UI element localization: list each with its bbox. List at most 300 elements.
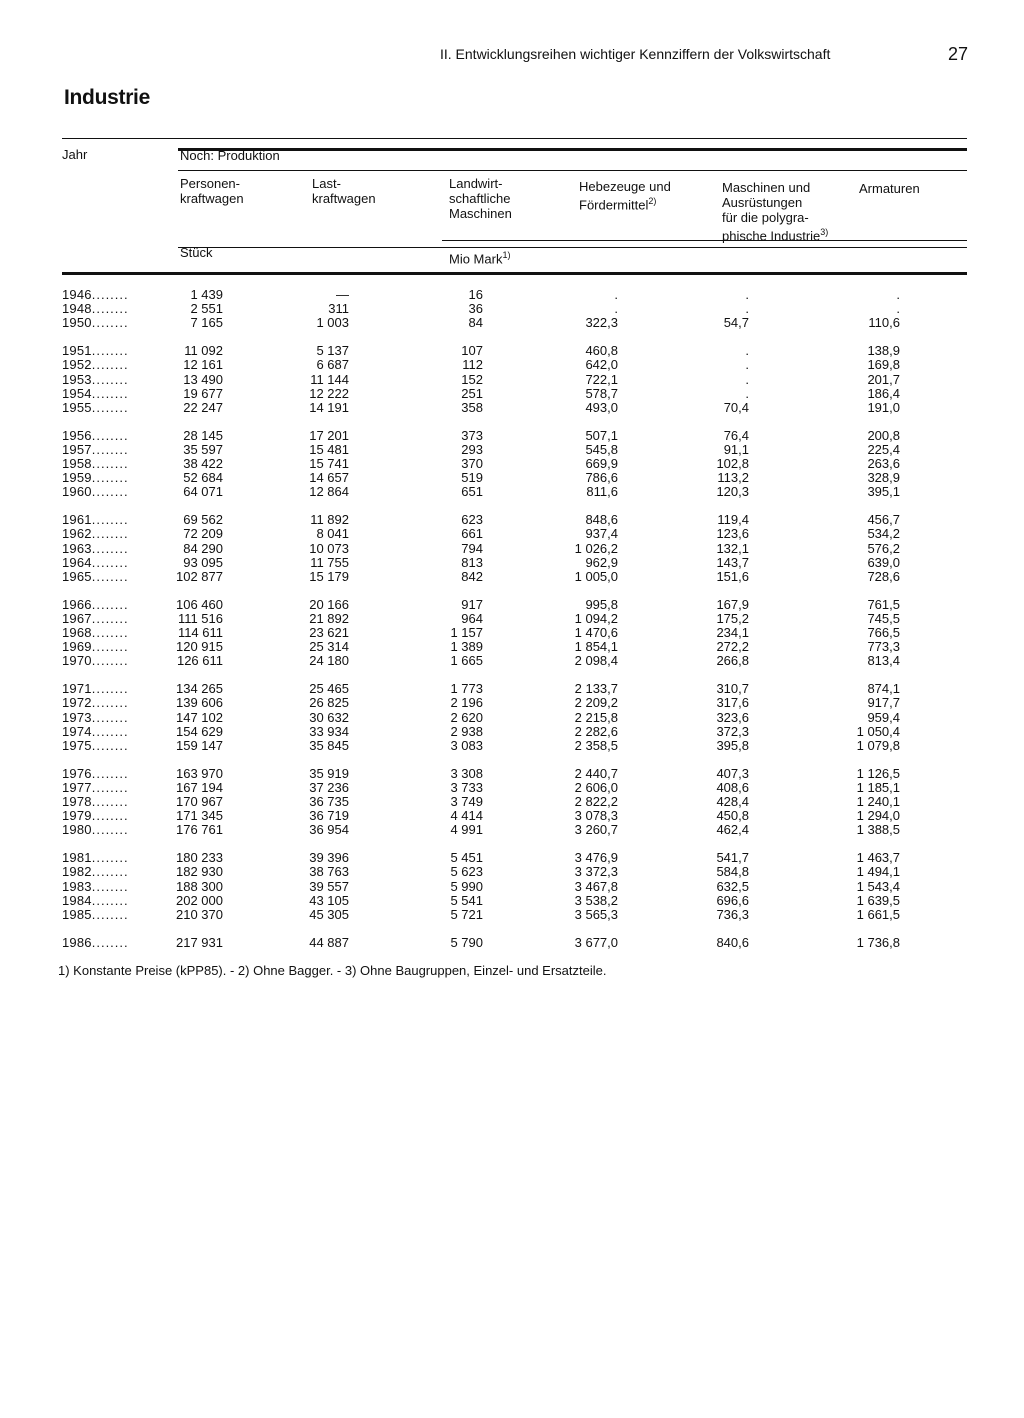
dot-leader: ........ bbox=[91, 892, 129, 908]
dot-leader: ........ bbox=[91, 512, 129, 528]
value-cell: 745,5 bbox=[867, 610, 900, 626]
table-row bbox=[0, 443, 1024, 457]
value-cell: 962,9 bbox=[585, 554, 618, 570]
year-cell: 1973........ bbox=[62, 709, 129, 725]
year-cell: 1952........ bbox=[62, 357, 129, 373]
year-cell: 1946........ bbox=[62, 287, 129, 302]
value-cell: 12 222 bbox=[309, 385, 349, 401]
value-cell: 102,8 bbox=[716, 456, 749, 471]
year-cell: 1974........ bbox=[62, 723, 129, 739]
value-cell: 171 345 bbox=[176, 808, 223, 824]
value-cell: 234,1 bbox=[716, 625, 749, 640]
value-cell: 2 822,2 bbox=[574, 794, 618, 809]
value-cell: 188 300 bbox=[176, 878, 223, 894]
year-cell: 1959........ bbox=[62, 470, 129, 486]
value-cell: 519 bbox=[461, 470, 483, 486]
header-bottom-rule bbox=[62, 272, 967, 275]
table-row bbox=[0, 344, 1024, 358]
value-cell: 25 314 bbox=[309, 639, 349, 655]
value-cell: 217 931 bbox=[176, 934, 223, 950]
year-cell: 1972........ bbox=[62, 695, 129, 711]
value-cell: 766,5 bbox=[867, 625, 900, 640]
table-row bbox=[0, 894, 1024, 908]
table-row bbox=[0, 936, 1024, 950]
value-cell: 311 bbox=[328, 301, 349, 317]
value-cell: 30 632 bbox=[309, 709, 349, 725]
value-cell: 191,0 bbox=[867, 399, 900, 415]
value-cell: 110,6 bbox=[868, 315, 900, 331]
value-cell: 36 735 bbox=[309, 794, 349, 809]
table-row bbox=[0, 640, 1024, 654]
value-cell: 813,4 bbox=[867, 653, 900, 669]
table-row bbox=[0, 626, 1024, 640]
value-cell: 143,7 bbox=[716, 554, 749, 570]
value-cell: 107 bbox=[461, 343, 483, 359]
value-cell: 1 126,5 bbox=[856, 765, 900, 781]
value-cell: 64 071 bbox=[183, 484, 223, 500]
value-cell: 126 611 bbox=[176, 653, 223, 669]
value-cell: 2 215,8 bbox=[574, 709, 618, 725]
value-cell: 14 657 bbox=[309, 470, 349, 486]
value-cell: 138,9 bbox=[867, 343, 900, 359]
table-row bbox=[0, 373, 1024, 387]
dot-leader: ........ bbox=[91, 315, 129, 331]
value-cell: 38 422 bbox=[183, 456, 223, 471]
value-cell: 651 bbox=[461, 484, 483, 500]
year-cell: 1966........ bbox=[62, 596, 129, 612]
dot-leader: ........ bbox=[91, 540, 129, 556]
col-header-polygraphie: Maschinen und Ausrüstungen für die polygra- phische Industrie$^{3)}$ bbox=[722, 180, 829, 244]
value-cell: 201,7 bbox=[867, 371, 900, 387]
year-cell: 1960........ bbox=[62, 484, 129, 500]
value-cell: 811,6 bbox=[586, 484, 618, 500]
year-cell: 1961........ bbox=[62, 512, 129, 528]
value-cell: 43 105 bbox=[309, 892, 349, 908]
table-row bbox=[0, 908, 1024, 922]
value-cell: 210 370 bbox=[176, 906, 223, 922]
year-cell: 1956........ bbox=[62, 427, 129, 443]
value-cell: 186,4 bbox=[867, 385, 900, 401]
value-cell: 84 bbox=[468, 315, 483, 331]
value-cell: 200,8 bbox=[867, 427, 900, 443]
table-row bbox=[0, 288, 1024, 302]
value-cell: 1 050,4 bbox=[856, 723, 900, 739]
value-cell: 456,7 bbox=[867, 512, 900, 528]
value-cell: 1 543,4 bbox=[856, 878, 900, 894]
value-cell: 159 147 bbox=[176, 737, 223, 753]
value-cell: 328,9 bbox=[867, 470, 900, 486]
dot-leader: ........ bbox=[91, 906, 129, 922]
value-cell: 5 990 bbox=[450, 878, 483, 894]
year-cell: 1977........ bbox=[62, 779, 129, 795]
col-header-pkw: Personen- kraftwagen bbox=[180, 176, 244, 206]
table-row bbox=[0, 696, 1024, 710]
value-cell: 147 102 bbox=[176, 709, 223, 725]
table-row bbox=[0, 725, 1024, 739]
dot-leader: ........ bbox=[91, 484, 129, 500]
year-cell: 1950........ bbox=[62, 315, 129, 331]
value-cell: . bbox=[745, 301, 749, 317]
value-cell: 22 247 bbox=[183, 399, 223, 415]
value-cell: 395,8 bbox=[716, 737, 749, 753]
value-cell: 15 481 bbox=[309, 441, 349, 457]
dot-leader: ........ bbox=[91, 765, 129, 781]
table-row bbox=[0, 865, 1024, 879]
table-row bbox=[0, 654, 1024, 668]
value-cell: 1 185,1 bbox=[856, 779, 900, 795]
value-cell: 272,2 bbox=[716, 639, 749, 655]
year-cell: 1970........ bbox=[62, 653, 129, 669]
dot-leader: ........ bbox=[91, 371, 129, 387]
value-cell: 26 825 bbox=[309, 695, 349, 711]
value-cell: 1 003 bbox=[316, 315, 349, 331]
table-row bbox=[0, 358, 1024, 372]
table-top-rule bbox=[62, 138, 967, 139]
value-cell: 11 144 bbox=[310, 371, 349, 387]
value-cell: . bbox=[745, 357, 749, 373]
value-cell: 1 157 bbox=[450, 625, 483, 640]
year-cell: 1968........ bbox=[62, 625, 129, 640]
year-cell: 1982........ bbox=[62, 864, 129, 880]
value-cell: 395,1 bbox=[867, 484, 900, 500]
value-cell: 642,0 bbox=[585, 357, 618, 373]
dot-leader: ........ bbox=[91, 681, 129, 697]
value-cell: 170 967 bbox=[176, 794, 223, 809]
value-cell: 123,6 bbox=[716, 526, 749, 542]
value-cell: 3 538,2 bbox=[574, 892, 618, 908]
dot-leader: ........ bbox=[91, 301, 129, 317]
value-cell: 15 179 bbox=[309, 568, 349, 584]
table-row bbox=[0, 457, 1024, 471]
value-cell: 3 078,3 bbox=[574, 808, 618, 824]
year-cell: 1985........ bbox=[62, 906, 129, 922]
year-header: Jahr bbox=[62, 147, 88, 162]
dot-leader: ........ bbox=[91, 779, 129, 795]
value-cell: 69 562 bbox=[183, 512, 223, 528]
value-cell: 3 372,3 bbox=[574, 864, 618, 880]
dot-leader: ........ bbox=[91, 695, 129, 711]
value-cell: . bbox=[745, 371, 749, 387]
value-cell: 6 687 bbox=[316, 357, 349, 373]
value-cell: 39 557 bbox=[309, 878, 349, 894]
value-cell: 3 467,8 bbox=[574, 878, 618, 894]
value-cell: 2 358,5 bbox=[574, 737, 618, 753]
value-cell: — bbox=[336, 287, 349, 302]
value-cell: 84 290 bbox=[183, 540, 223, 556]
value-cell: 3 260,7 bbox=[574, 822, 618, 838]
value-cell: 995,8 bbox=[585, 596, 618, 612]
year-cell: 1971........ bbox=[62, 681, 129, 697]
value-cell: 15 741 bbox=[309, 456, 349, 471]
table-row bbox=[0, 781, 1024, 795]
value-cell: 169,8 bbox=[867, 357, 900, 373]
dot-leader: ........ bbox=[91, 709, 129, 725]
value-cell: 1 736,8 bbox=[856, 934, 900, 950]
dot-leader: ........ bbox=[91, 596, 129, 612]
value-cell: 639,0 bbox=[867, 554, 900, 570]
value-cell: . bbox=[745, 343, 749, 359]
value-cell: 428,4 bbox=[716, 794, 749, 809]
value-cell: 1 388,5 bbox=[856, 822, 900, 838]
value-cell: 786,6 bbox=[585, 470, 618, 486]
table-row bbox=[0, 429, 1024, 443]
value-cell: 840,6 bbox=[716, 934, 749, 950]
dot-leader: ........ bbox=[91, 653, 129, 669]
dot-leader: ........ bbox=[91, 399, 129, 415]
table-row bbox=[0, 739, 1024, 753]
col-header-landmaschinen: Landwirt- schaftliche Maschinen bbox=[449, 176, 512, 221]
value-cell: 1 079,8 bbox=[856, 737, 900, 753]
value-cell: 1 389 bbox=[450, 639, 483, 655]
value-cell: 3 083 bbox=[450, 737, 483, 753]
value-cell: 120 915 bbox=[176, 639, 223, 655]
value-cell: 848,6 bbox=[585, 512, 618, 528]
value-cell: 1 439 bbox=[190, 287, 223, 302]
dot-leader: ........ bbox=[91, 934, 129, 950]
value-cell: 5 790 bbox=[450, 934, 483, 950]
value-cell: 2 282,6 bbox=[574, 723, 618, 739]
value-cell: 167,9 bbox=[716, 596, 749, 612]
page-number: 27 bbox=[948, 44, 969, 64]
unit-stueck: Stück bbox=[180, 245, 213, 260]
value-cell: . bbox=[614, 287, 618, 302]
year-cell: 1983........ bbox=[62, 878, 129, 894]
value-cell: 4 991 bbox=[450, 822, 483, 838]
value-cell: . bbox=[614, 301, 618, 317]
year-cell: 1954........ bbox=[62, 385, 129, 401]
value-cell: 322,3 bbox=[585, 315, 618, 331]
dot-leader: ........ bbox=[91, 470, 129, 486]
value-cell: 2 551 bbox=[190, 301, 223, 317]
footnotes: 1) Konstante Preise (kPP85). - 2) Ohne Bagger. - 3) Ohne Baugruppen, Einzel- und Ersatzteile. bbox=[58, 963, 607, 978]
value-cell: 33 934 bbox=[309, 723, 349, 739]
value-cell: 13 490 bbox=[183, 371, 223, 387]
column-group-rule bbox=[178, 170, 967, 171]
value-cell: 661 bbox=[461, 526, 483, 542]
value-cell: 19 677 bbox=[183, 385, 223, 401]
value-cell: 36 719 bbox=[309, 808, 349, 824]
value-cell: 2 133,7 bbox=[574, 681, 618, 697]
year-cell: 1975........ bbox=[62, 737, 129, 753]
dot-leader: ........ bbox=[91, 287, 129, 302]
value-cell: 36 bbox=[468, 301, 483, 317]
col-header-armaturen: Armaturen bbox=[859, 181, 920, 196]
table-row bbox=[0, 570, 1024, 584]
year-cell: 1964........ bbox=[62, 554, 129, 570]
value-cell: 251 bbox=[461, 385, 483, 401]
value-cell: 70,4 bbox=[723, 399, 749, 415]
dot-leader: ........ bbox=[91, 385, 129, 401]
value-cell: 5 623 bbox=[450, 864, 483, 880]
value-cell: 151,6 bbox=[716, 568, 749, 584]
value-cell: 4 414 bbox=[450, 808, 483, 824]
group-header-rule bbox=[178, 148, 967, 151]
col-header-lkw: Last- kraftwagen bbox=[312, 176, 376, 206]
dot-leader: ........ bbox=[91, 850, 129, 866]
value-cell: 39 396 bbox=[309, 850, 349, 866]
year-cell: 1962........ bbox=[62, 526, 129, 542]
value-cell: 408,6 bbox=[716, 779, 749, 795]
table-row bbox=[0, 823, 1024, 837]
value-cell: 493,0 bbox=[585, 399, 618, 415]
value-cell: 2 606,0 bbox=[574, 779, 618, 795]
dot-leader: ........ bbox=[91, 357, 129, 373]
value-cell: 225,4 bbox=[867, 441, 900, 457]
year-cell: 1951........ bbox=[62, 343, 129, 359]
value-cell: 35 919 bbox=[309, 765, 349, 781]
value-cell: 263,6 bbox=[867, 456, 900, 471]
value-cell: 773,3 bbox=[867, 639, 900, 655]
value-cell: 1 026,2 bbox=[574, 540, 618, 556]
dot-leader: ........ bbox=[91, 808, 129, 824]
year-cell: 1955........ bbox=[62, 399, 129, 415]
value-cell: 102 877 bbox=[176, 568, 223, 584]
value-cell: 372,3 bbox=[716, 723, 749, 739]
value-cell: 1 294,0 bbox=[856, 808, 900, 824]
value-cell: 93 095 bbox=[183, 554, 223, 570]
value-cell: 5 451 bbox=[450, 850, 483, 866]
value-cell: 545,8 bbox=[585, 441, 618, 457]
dot-leader: ........ bbox=[91, 822, 129, 838]
dot-leader: ........ bbox=[91, 639, 129, 655]
table-row bbox=[0, 542, 1024, 556]
value-cell: 1 639,5 bbox=[856, 892, 900, 908]
value-cell: 182 930 bbox=[176, 864, 223, 880]
year-cell: 1948........ bbox=[62, 301, 129, 317]
dot-leader: ........ bbox=[91, 625, 129, 640]
value-cell: 722,1 bbox=[585, 371, 618, 387]
value-cell: 669,9 bbox=[585, 456, 618, 471]
value-cell: 28 145 bbox=[183, 427, 223, 443]
value-cell: 761,5 bbox=[867, 596, 900, 612]
value-cell: . bbox=[745, 385, 749, 401]
value-cell: 3 749 bbox=[450, 794, 483, 809]
value-cell: 5 541 bbox=[450, 892, 483, 908]
value-cell: 323,6 bbox=[716, 709, 749, 725]
dot-leader: ........ bbox=[91, 456, 129, 471]
value-cell: 813 bbox=[461, 554, 483, 570]
value-cell: 180 233 bbox=[176, 850, 223, 866]
year-cell: 1958........ bbox=[62, 456, 129, 471]
value-cell: . bbox=[745, 287, 749, 302]
value-cell: 874,1 bbox=[867, 681, 900, 697]
value-cell: 11 092 bbox=[184, 343, 223, 359]
value-cell: 1 470,6 bbox=[574, 625, 618, 640]
value-cell: 120,3 bbox=[716, 484, 749, 500]
value-cell: 176 761 bbox=[176, 822, 223, 838]
value-cell: 462,4 bbox=[716, 822, 749, 838]
table-row bbox=[0, 401, 1024, 415]
value-cell: 21 892 bbox=[309, 610, 349, 626]
value-cell: 1 094,2 bbox=[574, 610, 618, 626]
value-cell: 794 bbox=[461, 540, 483, 556]
value-cell: 937,4 bbox=[585, 526, 618, 542]
value-cell: 12 864 bbox=[309, 484, 349, 500]
value-cell: 3 677,0 bbox=[574, 934, 618, 950]
value-cell: 7 165 bbox=[190, 315, 223, 331]
value-cell: 623 bbox=[461, 512, 483, 528]
value-cell: 358 bbox=[461, 399, 483, 415]
value-cell: 132,1 bbox=[716, 540, 749, 556]
value-cell: 114 611 bbox=[177, 625, 223, 640]
year-cell: 1969........ bbox=[62, 639, 129, 655]
value-cell: 842 bbox=[461, 568, 483, 584]
value-cell: 2 620 bbox=[450, 709, 483, 725]
table-row bbox=[0, 471, 1024, 485]
value-cell: 52 684 bbox=[183, 470, 223, 486]
value-cell: 35 845 bbox=[309, 737, 349, 753]
year-cell: 1979........ bbox=[62, 808, 129, 824]
value-cell: 16 bbox=[468, 287, 483, 302]
table-row bbox=[0, 316, 1024, 330]
value-cell: 91,1 bbox=[723, 441, 749, 457]
value-cell: 578,7 bbox=[585, 385, 618, 401]
table-row bbox=[0, 527, 1024, 541]
value-cell: 370 bbox=[461, 456, 483, 471]
table-row bbox=[0, 387, 1024, 401]
value-cell: 119,4 bbox=[717, 512, 749, 528]
value-cell: 3 733 bbox=[450, 779, 483, 795]
year-cell: 1986........ bbox=[62, 934, 129, 950]
table-row bbox=[0, 795, 1024, 809]
value-cell: . bbox=[896, 301, 900, 317]
value-cell: 450,8 bbox=[716, 808, 749, 824]
year-cell: 1963........ bbox=[62, 540, 129, 556]
value-cell: 1 665 bbox=[450, 653, 483, 669]
col-header-hebezeuge: Hebezeuge und Fördermittel$^{2)}$ bbox=[579, 179, 671, 213]
year-cell: 1981........ bbox=[62, 850, 129, 866]
value-cell: 736,3 bbox=[716, 906, 749, 922]
value-cell: 1 005,0 bbox=[574, 568, 618, 584]
value-cell: 5 137 bbox=[316, 343, 349, 359]
year-cell: 1953........ bbox=[62, 371, 129, 387]
table-row bbox=[0, 711, 1024, 725]
value-cell: 202 000 bbox=[176, 892, 223, 908]
value-cell: 11 755 bbox=[310, 554, 349, 570]
value-cell: 1 773 bbox=[450, 681, 483, 697]
value-cell: 14 191 bbox=[309, 399, 349, 415]
value-cell: 10 073 bbox=[309, 540, 349, 556]
value-cell: 134 265 bbox=[176, 681, 223, 697]
year-cell: 1978........ bbox=[62, 794, 129, 809]
value-cell: 373 bbox=[461, 427, 483, 443]
value-cell: 310,7 bbox=[716, 681, 749, 697]
year-cell: 1984........ bbox=[62, 892, 129, 908]
value-cell: 35 597 bbox=[183, 441, 223, 457]
value-cell: 38 763 bbox=[309, 864, 349, 880]
table-row bbox=[0, 851, 1024, 865]
dot-leader: ........ bbox=[91, 343, 129, 359]
dot-leader: ........ bbox=[91, 427, 129, 443]
value-cell: 76,4 bbox=[723, 427, 749, 443]
dot-leader: ........ bbox=[91, 737, 129, 753]
value-cell: 12 161 bbox=[183, 357, 223, 373]
column-header-underline bbox=[442, 240, 967, 241]
value-cell: 8 041 bbox=[316, 526, 349, 542]
value-cell: 36 954 bbox=[309, 822, 349, 838]
unit-mio-mark: Mio Mark$^{1)}$ bbox=[449, 250, 511, 267]
value-cell: 3 565,3 bbox=[574, 906, 618, 922]
value-cell: 696,6 bbox=[716, 892, 749, 908]
value-cell: 152 bbox=[461, 371, 483, 387]
value-cell: 917 bbox=[461, 596, 483, 612]
value-cell: . bbox=[896, 287, 900, 302]
value-cell: 1 661,5 bbox=[856, 906, 900, 922]
unit-rule bbox=[178, 247, 967, 248]
value-cell: 534,2 bbox=[867, 526, 900, 542]
value-cell: 728,6 bbox=[867, 568, 900, 584]
value-cell: 2 440,7 bbox=[574, 765, 618, 781]
